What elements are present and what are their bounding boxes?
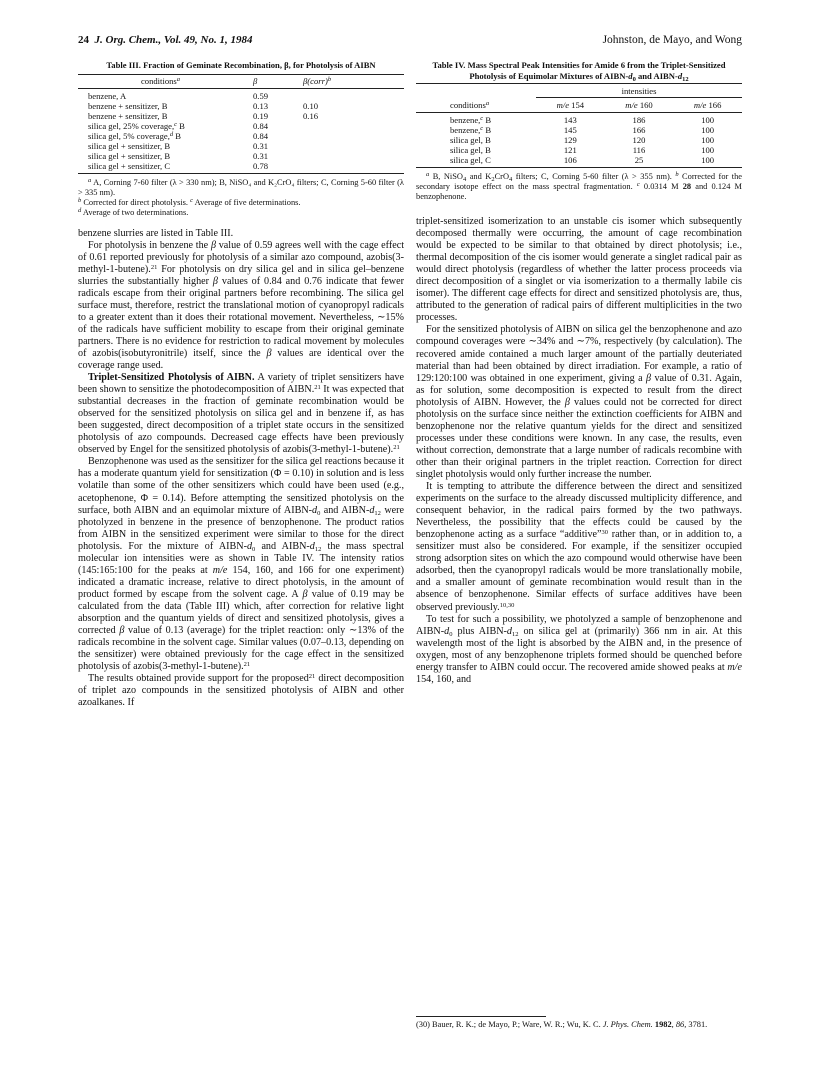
table-row: benzene,$^c$ B 143 186 100 [450,115,715,125]
table-row: silica gel, B 129 120 100 [450,135,715,145]
paragraph: It is tempting to attribute the difference between the direct and sensitized experiments on the surface to the already discussed multiplicity difference, and consequent behavior, in the radical pairs formed by the two pathways. Nevertheless, the possibility that the effects could be caused by the benzophenone acting as a surface “additive”$^{30}$ rather than, or in addition to, a sensitizer must also be considered. For example, if the sensitizer occupied strong adsorption sites on which the azo compound would otherwise have been adsorbed, then the cyanopropyl radicals would be more translationally mobile, and a smaller amount of geminate recombination would result than in the absence of benzophenone. Similar effects of surface additives have been observed previously.$^{10,30}$ [416,481,742,613]
table-row: silica gel, 5% coverage,$^d$ B 0.84 [88,130,269,141]
table4-col-166: m/e 166 [693,100,722,110]
table3-col-beta-corr: β(corr)$^b$ [303,75,332,86]
table-row: silica gel, C 106 25 100 [450,155,715,165]
section-heading: Triplet-Sensitized Photolysis of AIBN. [88,372,255,384]
table3-caption [78,60,404,71]
table4-caption: Table IV. Mass Spectral Peak Intensities for Amide 6 from the Triplet-Sensitized Photolysis of Equimolar Mixtures of AIBN-$d_0$ and AIBN-$d_{12}$ [432,60,726,83]
right-column [416,60,743,1029]
table4-col-160: m/e 160 [625,100,653,110]
table4 [416,83,742,168]
paragraph: triplet-sensitized isomerization to an unstable cis isomer which subsequently decomposed thermally were occurring, the amount of cage recombination would be expected to be similar to that obtained by direct photolysis; i.e., thermal decomposition of the cis isomer would generate a singlet radical pair as would direct photolysis (regardless of whether the latter process proceeds via direct decomposition of a singlet or via isomerization to a thermally labile cis isomer). The different cage effects for direct and sensitized photolysis are, thus, attributed to the generation of radical pairs of different multiplicities in the two processes. [416,216,742,324]
table4-group-header: intensities [536,84,742,98]
page-header-left [78,34,253,46]
table-row: silica gel + sensitizer, C 0.78 [88,160,269,171]
footnote-rule [416,1016,546,1017]
table-row: silica gel, 25% coverage,$^c$ B 0.84 [88,120,269,131]
table4-col-154: m/e 154 [556,100,585,110]
table3-col-conditions: conditions$^a$ [140,75,181,86]
table-row: benzene + sensitizer, B 0.19 0.16 [88,110,319,121]
table3-title: Fraction of Geminate Recombination, β, for Photolysis of AIBN [143,60,376,70]
table-row: benzene,$^c$ B 145 166 100 [450,125,715,135]
table3-notes: $^a$ A, Corning 7-60 filter (λ > 330 nm); B, NiSO₄ and K₂CrO₄ filters; C, Corning 5-60 filter (λ > 335 nm). $^b$ Corrected for direct photolysis. $^c$ Average of five determinations. $^d$ Average of two determinations. [78,176,404,217]
paragraph: The results obtained provide support for the proposed$^{21}$ direct decomposition of triplet azo compounds in the sensitized photolysis of AIBN and other azoalkanes. If [78,673,405,709]
paragraph: Benzophenone was used as the sensitizer for the silica gel reactions because it has a moderate quantum yield for sensitization (Φ = 0.10) in solution and is less volatile than some of the other sensitizers which could have been used (e.g., acetophenone, Φ = 0.14). Before attempting the sensitized photolysis on the surface, both AIBN and an equimolar mixture of AIBN-$d_0$ and AIBN-$d_{12}$ were photolyzed in benzene in the presence of benzophenone. The product ratios from AIBN in the sensitized experiment were similar to those for the direct photolysis. For the mixture of AIBN-$d_0$ and AIBN-$d_{12}$ the mass spectral molecular ion intensities were as shown in Table IV. The intensity ratios (145:165:100 for the peaks at m/e 154, 160, and 166 for one experiment) indicated a dramatic increase, relative to direct photolysis, in the amount of product formed by escape from the solvent cage. A β value of 0.19 may be calculated from the data (Table III) which, after correction for relative light absorption and the quantum yields of direct and sensitized photolysis, gives a corrected β value of 0.13 (average) for the triplet reaction: only ∼13% of the radicals recombine in the solvent cage. Similar values (0.07–0.13, depending on the sensitizer) were obtained previously for the cage effect in the sensitized photolysis of azobis(3-methyl-1-butene).$^{21}$ [78,456,405,673]
footnote: (30) Bauer, R. K.; de Mayo, P.; Ware, W. R.; Wu, K. C. J. Phys. Chem. 1982, 86, 3781. [416,1020,708,1029]
page-number: 24 [78,34,89,46]
right-body [416,216,742,686]
table-row: silica gel, B 121 116 100 [450,145,715,155]
table-row: benzene + sensitizer, B 0.13 0.10 [88,100,319,111]
left-body [78,228,404,710]
table3-col-beta: β [253,75,258,86]
table-row: benzene, A 0.59 [88,90,269,101]
table-row: silica gel + sensitizer, B 0.31 [88,150,269,161]
paragraph: Triplet-Sensitized Photolysis of AIBN. A variety of triplet sensitizers have been shown to sensitize the photodecomposition of AIBN.$^{21}$ It was expected that substantial decreases in the fraction of geminate recombination would be observed for the sensitized photolysis on silica gel and in benzene if, as has been suggested, direct decomposition of a triplet state occurs in the sensitized photolysis of azo compounds. Decreased cage effects have been previously observed by Engel for the sensitized photolysis of azobis(3-methyl-1-butene).$^{21}$ [78,372,405,456]
table4-label: Table IV. [432,60,466,70]
running-head [78,34,742,48]
journal-citation: J. Org. Chem., Vol. 49, No. 1, 1984 [94,34,253,46]
table-row: silica gel + sensitizer, B 0.31 [88,140,269,151]
left-column [78,60,404,709]
paragraph: To test for such a possibility, we photolyzed a sample of benzophenone and AIBN-$d_0$ plus AIBN-$d_{12}$ on silica gel at (primarily) 366 nm in air. At this wavelength most of the light is absorbed by the AIBN and, in the presence of oxygen, most of any benzophenone triplets formed should be quenched before energy transfer to AIBN could occur. The recovered amide showed peaks at m/e 154, 160, and [416,613,742,685]
footnote-block [416,1016,742,1030]
table3 [78,74,404,174]
paragraph: For the sensitized photolysis of AIBN on silica gel the benzophenone and azo compound coverages were ∼34% and ∼7%, respectively (by calculation). The recovered amide contained a much larger amount of the partially deuteriated material than had been obtained by direct irradiation. For example, a ratio of 129:120:100 was obtained in one experiment, giving a β value of 0.31. Again, as for solution, some decomposition is expected to result from the direct photolysis of AIBN. However, the β values could not be corrected for direct photolysis on the surface since neither the extinction coefficients for AIBN and benzophenone nor the relative quantum yields for the direct and sensitized processes under these conditions were known. In any case, the results, even without correction, demonstrate that a large number of radicals recombine with other than their original partners in the triplet reaction. Correction for direct singlet photolysis would only further increase the number. [416,324,742,480]
table4-notes: $^a$ B, NiSO$_4$ and $K_2CrO_4$ filters; C, Corning 5-60 filter (λ > 355 nm). $^b$ Corrected for the secondary isotope effect on the mass spectral fragmentation. $^c$ 0.0314 M 28 and 0.124 M benzophenone. [416,171,743,201]
authors: Johnston, de Mayo, and Wong [602,34,742,46]
paragraph: benzene slurries are listed in Table III. [78,227,234,239]
table3-label: Table III. [106,60,141,70]
paragraph: For photolysis in benzene the β value of 0.59 agrees well with the cage effect of 0.61 reported previously for photolysis of a similar azo compound, azobis(3-methyl-1-butene).$^{21}$ For photolysis on dry silica gel and in silica gel–benzene slurries the substantially higher β values of 0.84 and 0.76 indicate that fewer radicals escape from their original partners before recombining. The silica gel surface must, therefore, restrict the translational motion of cyanopropyl radicals to a greater extent than it does their rotational movement. Nevertheless, ∼15% of the radicals have sufficient mobility to escape from their original geminate partners. There is no evidence for restriction to radical movement by molecules of azobis(isobutyronitrile) itself, since the β values are identical over the coverage range used. [78,239,405,372]
table4-col-conditions: conditions$^a$ [450,99,490,110]
